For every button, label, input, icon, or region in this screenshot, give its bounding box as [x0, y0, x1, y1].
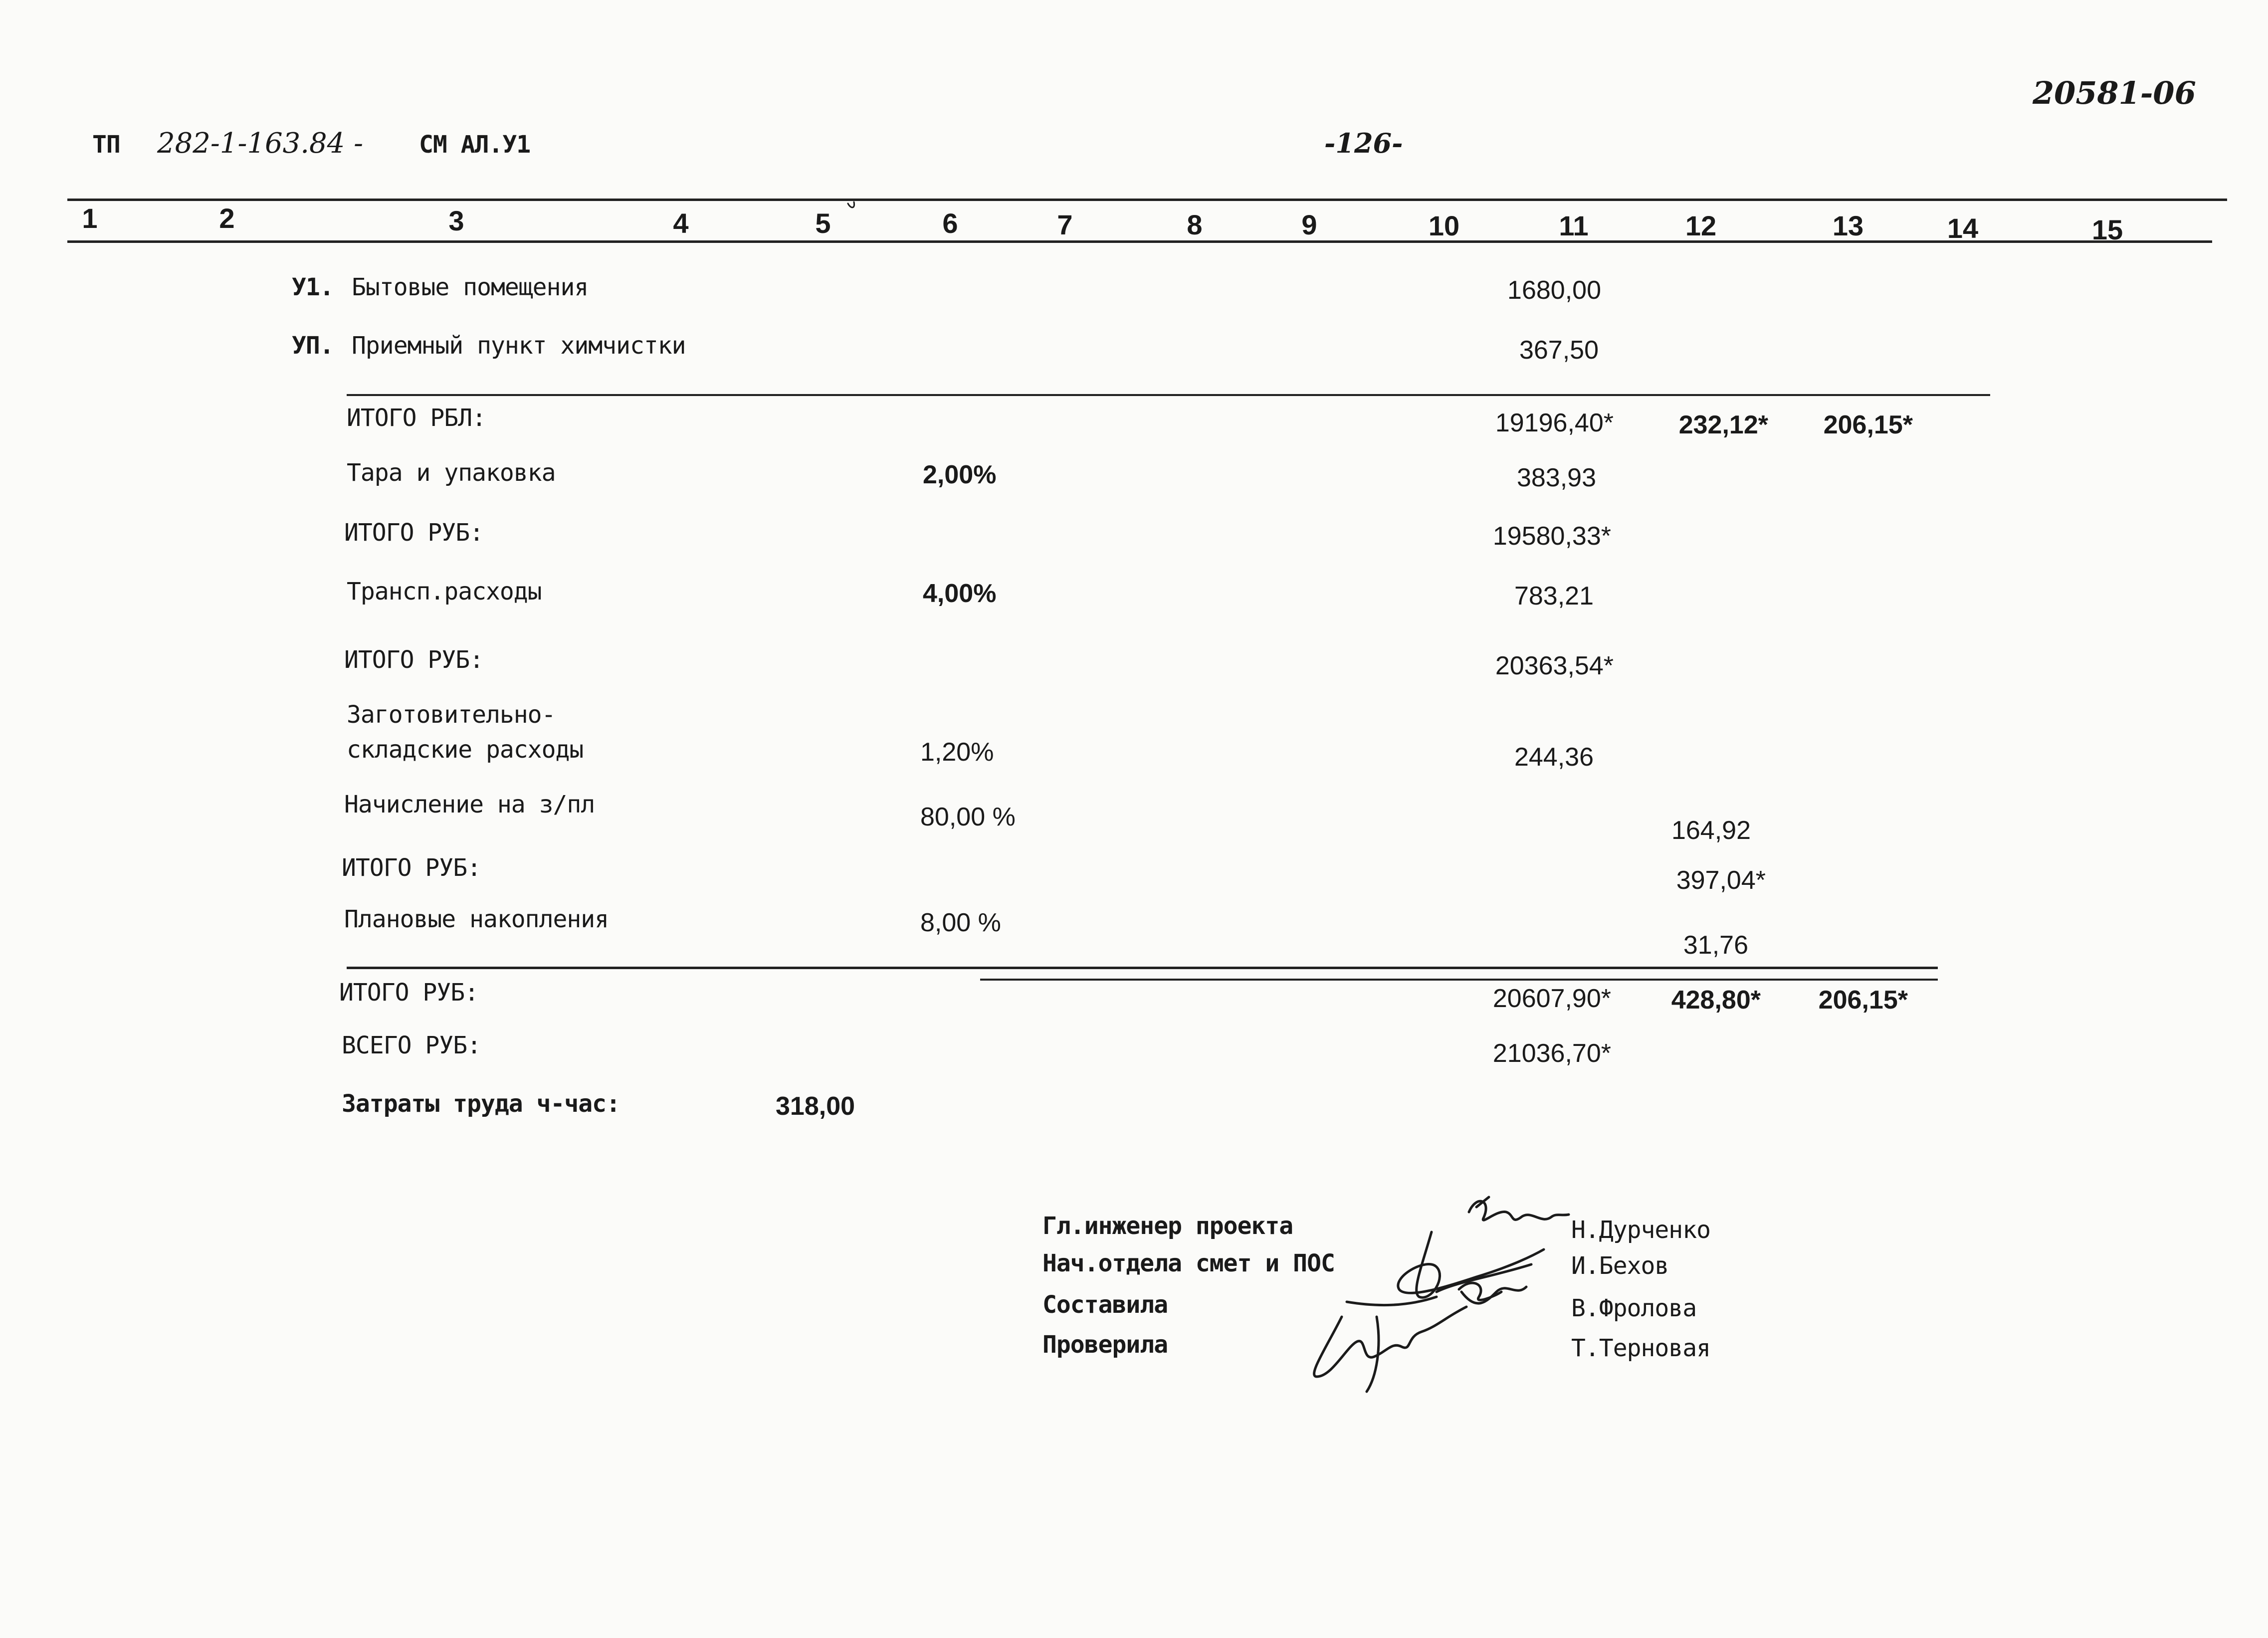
column-number-7: 7: [1057, 209, 1073, 240]
signature-scribble: [1398, 1232, 1544, 1297]
rate-value: 8,00 %: [920, 908, 1001, 937]
col12-value: 31,76: [1683, 931, 1748, 960]
col11-value: 244,36: [1514, 743, 1594, 772]
col11-value: 19196,40*: [1495, 409, 1614, 437]
sheet-reference: СМ АЛ.У1: [419, 131, 531, 159]
row-label: ИТОГО РУБ:: [339, 979, 478, 1007]
row-label: Начисление на з/пл: [344, 791, 595, 819]
column-number-3: 3: [448, 205, 464, 236]
col12-value: 397,04*: [1676, 866, 1766, 895]
column-number-12: 12: [1685, 210, 1717, 241]
signature-name: И.Бехов: [1571, 1252, 1669, 1280]
col11-value: 1680,00: [1507, 276, 1601, 305]
row-label: Бытовые помещения: [352, 273, 589, 301]
col11-value: 383,93: [1516, 463, 1596, 492]
col12-value: 232,12*: [1678, 410, 1768, 439]
row-label: ИТОГО РУБ:: [344, 519, 483, 547]
column-number-4: 4: [673, 207, 689, 239]
row-label: ИТОГО РБЛ:: [347, 404, 486, 432]
column-number-11: 11: [1559, 210, 1589, 241]
rate-value: 1,20%: [920, 738, 994, 767]
column-number-2: 2: [219, 203, 235, 234]
page-number: -126-: [1324, 127, 1403, 159]
col12-value: 164,92: [1671, 816, 1751, 845]
header-tick-mark: [848, 202, 854, 207]
column-number-15: 15: [2091, 214, 2123, 245]
row-label: Плановые накопления: [344, 905, 609, 933]
column-number-1: 1: [82, 203, 98, 234]
row-label: ВСЕГО РУБ:: [342, 1031, 481, 1059]
row-label-line2: складские расходы: [347, 736, 584, 764]
signature-name: Н.Дурченко: [1571, 1216, 1710, 1244]
column-number-14: 14: [1947, 212, 1979, 244]
col11-value: 783,21: [1514, 582, 1594, 611]
signature-scribble: [1314, 1297, 1466, 1392]
rate-value: 2,00%: [923, 460, 997, 489]
row-label: ИТОГО РУБ:: [344, 646, 483, 674]
column-number-6: 6: [942, 207, 958, 239]
signature-name: В.Фролова: [1571, 1294, 1697, 1322]
row-label: Тара и упаковка: [347, 459, 556, 487]
row-code: УП.: [292, 332, 334, 360]
row-label: Затраты труда ч-час:: [342, 1090, 620, 1118]
col12-value: 428,80*: [1671, 986, 1761, 1015]
row-label: Приемный пункт химчистки: [352, 332, 686, 360]
row-code: У1.: [292, 273, 334, 301]
col13-value: 206,15*: [1823, 410, 1913, 439]
column-number-8: 8: [1187, 209, 1203, 240]
col11-value: 21036,70*: [1492, 1039, 1611, 1068]
tp-prefix: ТП: [92, 131, 120, 159]
row-label: ИТОГО РУБ:: [342, 854, 481, 882]
col13-value: 206,15*: [1818, 986, 1908, 1015]
document-number: 20581-06: [2033, 75, 2196, 111]
column-number-13: 13: [1832, 210, 1864, 241]
row-label: Трансп.расходы: [347, 578, 542, 606]
row-label-line1: Заготовительно-: [347, 701, 556, 729]
column-number-10: 10: [1428, 210, 1460, 241]
signature-scribble: [1469, 1201, 1569, 1220]
col11-value: 367,50: [1519, 336, 1599, 365]
tp-code: 282-1-163.84 -: [157, 127, 364, 160]
column-number-9: 9: [1301, 209, 1317, 240]
rate-value: 80,00 %: [920, 803, 1016, 831]
col11-value: 19580,33*: [1492, 522, 1611, 551]
signature-role: Составила: [1042, 1291, 1168, 1319]
col11-value: 20363,54*: [1495, 651, 1614, 680]
col5-value: 318,00: [776, 1092, 855, 1121]
signature-name: Т.Терновая: [1571, 1334, 1710, 1362]
rate-value: 4,00%: [923, 579, 997, 608]
signature-role: Проверила: [1042, 1331, 1168, 1359]
signature-role: Нач.отдела смет и ПОС: [1042, 1249, 1335, 1277]
signature-role: Гл.инженер проекта: [1042, 1212, 1293, 1240]
column-number-5: 5: [815, 207, 831, 239]
col11-value: 20607,90*: [1492, 984, 1611, 1013]
